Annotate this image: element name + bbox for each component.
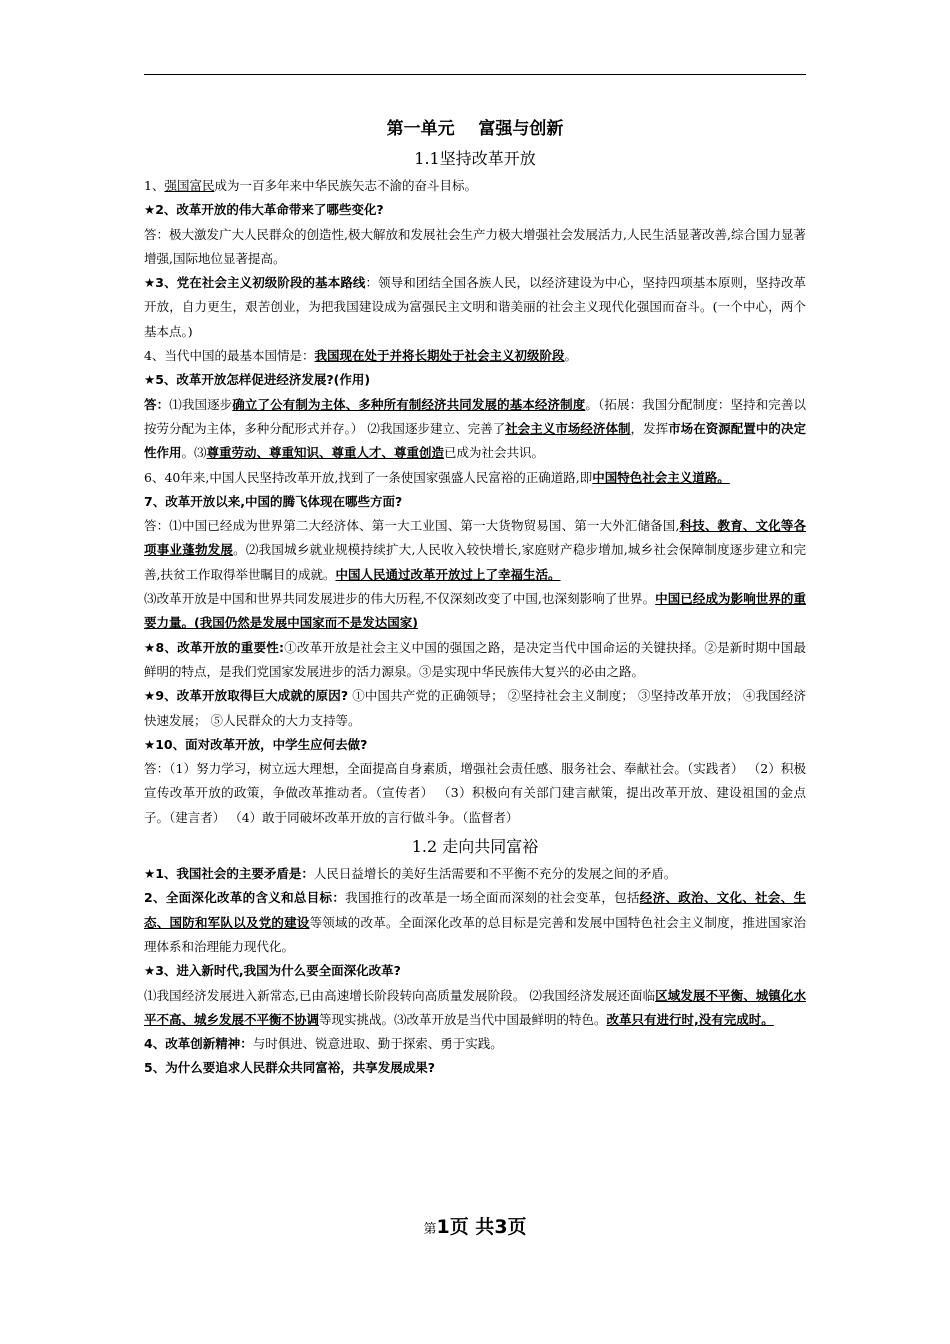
document-body xyxy=(144,116,806,1081)
footer-text: 页 共 xyxy=(449,1216,495,1238)
paragraph-9 xyxy=(144,684,806,733)
text: 4、当代中国的最基本国情是： xyxy=(144,348,315,364)
s2-question-3: ★3、进入新时代,我国为什么要全面深化改革? xyxy=(144,963,401,979)
text: ⑶改革开放是中国和世界共同发展进步的伟大历程,不仅深刻改变了中国,也深刻影响了世界。 xyxy=(144,591,656,607)
question-9: ★9、改革开放取得巨大成就的原因? xyxy=(144,688,349,704)
current-page: 1 xyxy=(436,1216,450,1238)
s2-question-5: 5、为什么要追求人民群众共同富裕，共享发展成果? xyxy=(144,1060,435,1076)
page-footer xyxy=(0,1212,950,1239)
answer-10: 答：（1）努力学习，树立远大理想，全面提高自身素质，增强社会责任感、服务社会、奉献社会。（实践者） （2）积极宣传改革开放的政策，争做改革推动者。（宣传者） （3）积极向有关部门建言献策，提出改革开放、建设祖国的金点子。（建言者） （4）敢于同破坏改革开放的言行做斗争。（监督者） xyxy=(144,761,806,825)
text: ：领导和团结全国各族人民，以经济建设为中心，坚持四项基本原则，坚持改革开放，自力更生，艰苦创业，为把我国建设成为富强民主文明和谐美丽的社会主义现代化强国而奋斗。(一个中心，两个基本点。) xyxy=(144,275,806,339)
underlined-term: 科技、教育、文化等各项事业蓬勃发展 xyxy=(144,518,806,558)
s2-paragraph-1 xyxy=(144,862,806,886)
question-8: ★8、改革开放的重要性: xyxy=(144,639,284,655)
text: ⑴我国经济发展进入新常态,已由高速增长阶段转向高质量发展阶段。 ⑵我国经济发展还面临 xyxy=(144,987,656,1003)
answer-label: 答： xyxy=(144,396,170,412)
paragraph-1 xyxy=(144,174,806,198)
section-title-1-1: 1.1坚持改革开放 xyxy=(414,149,536,168)
text: 人民日益增长的美好生活需要和不平衡不充分的发展之间的矛盾。 xyxy=(313,866,677,882)
s2-paragraph-2 xyxy=(144,886,806,959)
question-5: ★5、改革开放怎样促进经济发展?(作用) xyxy=(144,372,371,388)
question: 2、全面深化改革的含义和总目标： xyxy=(144,890,346,906)
unit-title: 第一单元 富强与创新 xyxy=(386,119,564,139)
text: 。 xyxy=(564,348,577,364)
underlined-term: 区域发展不平衡、城镇化水平不高、城乡发展不平衡不协调 xyxy=(144,987,806,1027)
s2-paragraph-4 xyxy=(144,1032,806,1056)
question: 4、改革创新精神： xyxy=(144,1036,253,1052)
underlined-term: 中国特色社会主义道路。 xyxy=(592,469,730,485)
text: 等现实挑战。⑶改革开放是当代中国最鲜明的特色。 xyxy=(319,1011,607,1027)
paragraph-4 xyxy=(144,344,806,368)
underlined-term: 中国人民通过改革开放过上了幸福生活。 xyxy=(335,566,561,582)
text: 。⑵我国城乡就业规模持续扩大,人民收入较快增长,家庭财产稳步增加,城乡社会保障制度逐步建立和完善,扶贫工作取得举世瞩目的成就。 xyxy=(144,542,806,582)
text: 6、40年来,中国人民坚持改革开放,找到了一条使国家强盛人民富裕的正确道路,即 xyxy=(144,469,593,485)
footer-text: 第 xyxy=(423,1222,437,1237)
item-number: 1、 xyxy=(144,178,165,193)
underlined-term: 强国富民 xyxy=(164,178,215,193)
section-title-1-2: 1.2 走向共同富裕 xyxy=(411,837,539,857)
text: 。⑶ xyxy=(181,445,207,461)
underlined-term: 中国已经成为影响世界的重要力量。 xyxy=(144,591,806,631)
answer-2: 答：极大激发广大人民群众的创造性,极大解放和发展社会生产力极大增强社会发展活力,人民生活显著改善,综合国力显著增强,国际地位显著提高。 xyxy=(144,226,806,266)
question-3: ★3、党在社会主义初级阶段的基本路线 xyxy=(144,275,366,291)
header-rule xyxy=(144,74,806,75)
text: 答：⑴中国已经成为世界第二大经济体、第一大工业国、第一大货物贸易国、第一大外汇储备国, xyxy=(144,518,680,534)
question-2: ★2、改革开放的伟大革命带来了哪些变化? xyxy=(144,202,384,218)
total-pages: 3 xyxy=(494,1216,508,1238)
underlined-term: 确立了公有制为主体、多种所有制经济共同发展的基本经济制度 xyxy=(232,396,586,412)
paragraph-3 xyxy=(144,271,806,344)
answer-7 xyxy=(144,514,806,587)
text: 。（拓展：我国分配制度：坚持和完善以按劳分配为主体，多种分配形式并存。） ⑵我国逐步建立、完善了 xyxy=(144,396,806,436)
text: ①改革开放是社会主义中国的强国之路，是决定当代中国命运的关键抉择。②是新时期中国最鲜明的特点，是我们党国家发展进步的活力源泉。③是实现中华民族伟大复兴的必由之路。 xyxy=(144,639,806,679)
answer-5 xyxy=(144,393,806,466)
text: 等领域的改革。全面深化改革的总目标是完善和发展中国特色社会主义制度，推进国家治理体系和治理能力现代化。 xyxy=(144,914,806,954)
text: 成为一百多年来中华民族矢志不渝的奋斗目标。 xyxy=(214,178,477,193)
underlined-term: 尊重劳动、尊重知识、尊重人才、尊重创造 xyxy=(206,445,445,461)
underlined-term: 经济、政治、文化、社会、生态、国防和军队以及党的建设 xyxy=(144,890,806,930)
question-7: 7、改革开放以来,中国的腾飞体现在哪些方面? xyxy=(144,493,403,509)
text: 已成为社会共识。 xyxy=(444,445,545,461)
text: ⑴我国逐步 xyxy=(169,396,233,412)
text: ，发挥 xyxy=(630,420,669,436)
underlined-term: (我国仍然是发展中国家而不是发达国家) xyxy=(194,615,418,631)
text: 与时俱进、锐意进取、勤于探索、勇于实践。 xyxy=(252,1036,503,1052)
text: 我国推行的改革是一场全面而深刻的社会变革，包括 xyxy=(345,890,640,906)
text: ①中国共产党的正确领导； ②坚持社会主义制度； ③坚持改革开放； ④我国经济快速发展； ⑤人民群众的大力支持等。 xyxy=(144,688,807,728)
s2-answer-3 xyxy=(144,984,806,1033)
footer-text: 页 xyxy=(507,1216,527,1238)
paragraph-6 xyxy=(144,466,806,490)
underlined-term: 我国现在处于并将长期处于社会主义初级阶段 xyxy=(314,348,565,364)
question-10: ★10、面对改革开放，中学生应何去做? xyxy=(144,736,368,752)
underlined-term: 改革只有进行时,没有完成时。 xyxy=(606,1011,774,1027)
bold-term: 市场在资源配置中的决定性作用 xyxy=(144,420,806,461)
question: ★1、我国社会的主要矛盾是： xyxy=(144,866,314,882)
answer-7-part-3 xyxy=(144,587,806,636)
underlined-term: 社会主义市场经济体制 xyxy=(505,420,631,436)
paragraph-8 xyxy=(144,636,806,685)
